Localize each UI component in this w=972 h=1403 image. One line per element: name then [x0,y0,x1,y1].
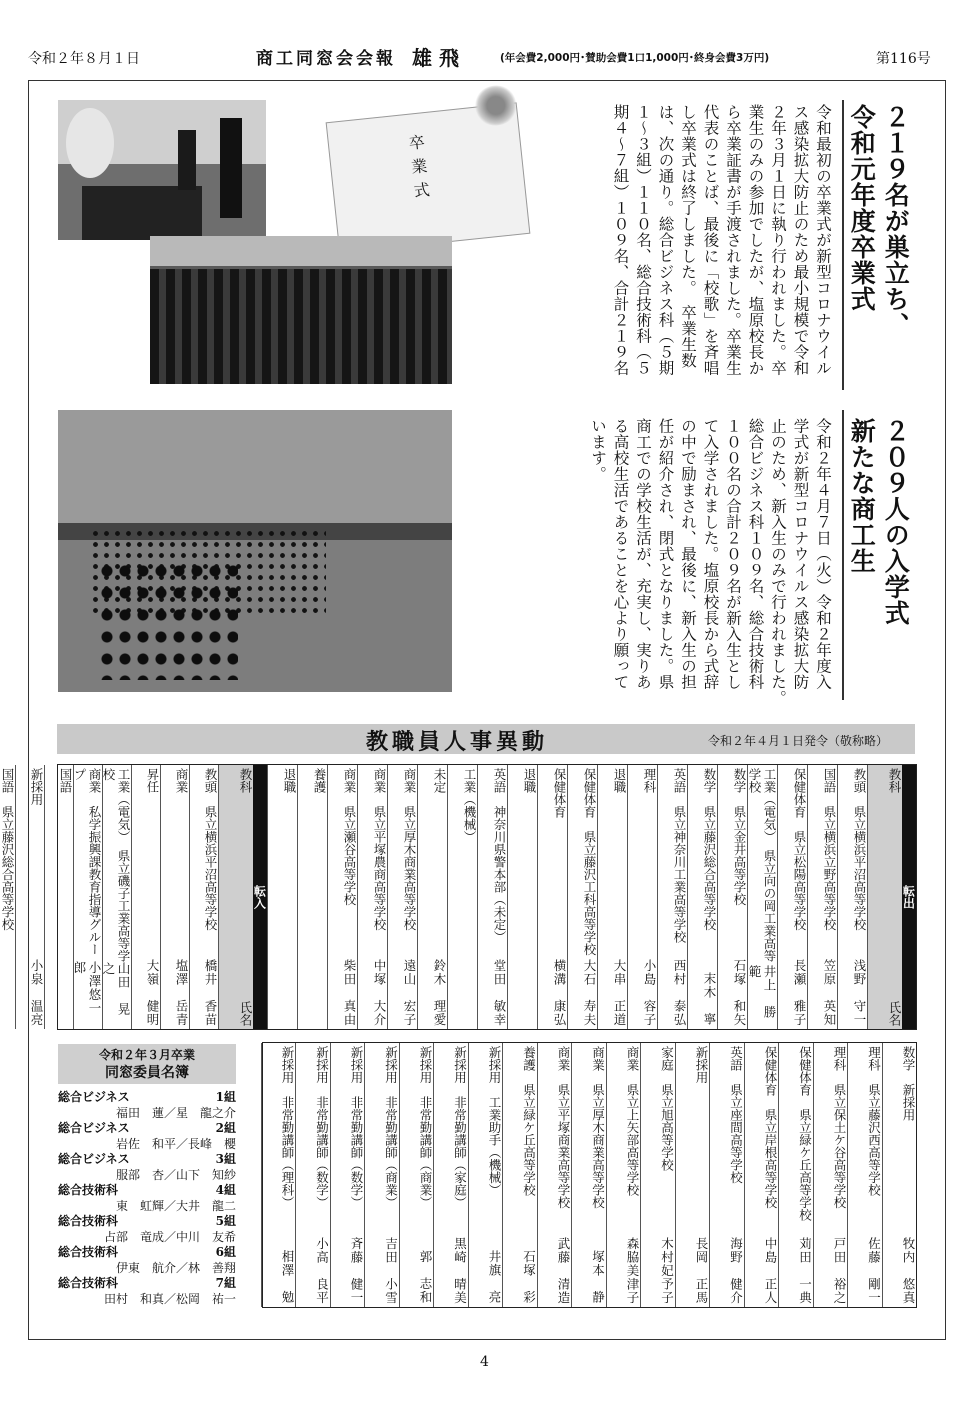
row-subject-dest: 商業 県立厚木商業高等学校 [402,768,417,931]
row-name: 大嶺 健明 [145,958,160,1026]
row-subject-dest: 新採用 [694,1046,709,1084]
row-subject-dest: 新採用 工業助手（機械） [487,1046,502,1196]
row-name: 橋井 香苗 [203,958,218,1026]
roster-class [58,1214,236,1230]
row-name: 井上 勝範 [747,965,777,1020]
roster-names: 岩佐 和平／長峰 櫻 [115,1136,236,1151]
table-row [131,765,160,1029]
row-subject-dest: 保健体育 県立岸根高等学校 [763,1046,778,1209]
table-row [597,765,627,1029]
row-name: 末木 寧 [702,972,717,1026]
row-subject-dest: 工業（機械） [462,768,477,843]
row-subject-dest: 商業 私学振興課教育指導グループ [72,768,102,956]
table-row [807,765,837,1029]
table-row [709,1043,744,1307]
row-subject-dest: 商業 県立平塚商業高等学校 [556,1046,571,1209]
diploma-label: 卒業式 [405,133,432,207]
row-subject-dest: 商業 県立厚木商業高等学校 [590,1046,606,1209]
table-row [44,765,73,1029]
table-row [606,1043,641,1307]
row-name: 牧内 悠真 [901,1236,916,1304]
transfer-in-label: 転入 [253,765,267,1029]
table-row [364,1043,399,1307]
article1-title-rule [842,100,844,390]
roster-list [58,1090,236,1307]
row-subject-dest: 新採用 非常勤講師（数学） [349,1046,364,1209]
roster-title-line1: 令和２年３月卒業 [98,1048,195,1062]
transfer-out-label: 転出 [902,765,916,1029]
row-subject-dest: 保健体育 県立松陽高等学校 [792,768,807,931]
table-row [537,765,567,1029]
row-subject-dest: 英語 県立座間高等学校 [728,1046,744,1184]
row-subject-dest: 国語 県立藤沢総合高等学校 [0,768,15,931]
transfer-out-rows [267,765,867,1029]
row-subject-dest: 退職 [612,768,627,793]
row-name: 郭 志和 [418,1250,433,1304]
row-subject-dest: 新採用 非常勤講師（商業） [418,1046,433,1209]
row-subject-dest: 養護 [312,768,327,793]
table-row [675,1043,710,1307]
roster-names: 占部 竜成／中川 友希 [103,1229,236,1244]
roster-class [58,1276,236,1292]
row-name: 浅野 守一 [852,958,867,1026]
roster-course: 総合ビジネス [58,1152,130,1166]
table-row [717,765,747,1029]
row-name: 小澤悠一郎 [72,960,102,1015]
table-row [387,765,417,1029]
row-subject-dest: 昇任 [145,768,160,793]
table-row [507,765,537,1029]
fee-info: (年会費2,000円･賛助会費1口1,000円･終身会費3万円) [500,52,770,64]
roster-title-line2: 同窓委員名簿 [105,1065,189,1081]
table-row [571,1043,606,1307]
table-row [837,765,867,1029]
table-row [433,1043,468,1307]
roster-course: 総合ビジネス [58,1090,130,1104]
row-subject-dest: 理科 県立藤沢西高等学校 [866,1046,882,1196]
new-hire-rows [261,1043,917,1307]
row-subject-dest: 国語 [58,768,73,793]
row-subject-dest: 未定 [432,768,447,793]
roster-names: 東 虹輝／大井 龍二 [115,1198,236,1213]
row-name: 斉藤 健一 [349,1236,364,1304]
table-row [102,765,131,1029]
row-name: 山田 晃之 [101,962,131,1017]
table-row [267,765,297,1029]
diploma-photo [326,102,531,253]
table-row [330,1043,365,1307]
table-row [327,765,357,1029]
roster-class [58,1090,236,1106]
row-subject-dest: 家庭 県立旭高等学校 [659,1046,675,1171]
roster-course: 総合技術科 [58,1183,119,1197]
paper-name: 商工同窓会会報 [256,49,396,69]
row-name: 中塚 大介 [372,958,387,1026]
row-name: 小高 良平 [314,1236,330,1304]
row-name: 武藤 清造 [556,1236,571,1304]
row-subject-dest: 教頭 県立横浜平沼高等学校 [852,768,867,931]
roster-course: 総合技術科 [58,1245,119,1259]
article2-title-line1: ２０９人の入学式 [881,418,911,626]
row-subject-dest: 商業 [174,768,189,793]
roster-names: 福田 蓮／星 龍之介 [115,1105,236,1120]
personnel-title: 教職員人事異動 [366,729,549,755]
table-row [73,765,102,1029]
row-name: 塚本 静 [590,1250,606,1304]
personnel-note: 令和２年４月１日発令（敬称略） [708,734,889,748]
row-name: 木村妃予子 [659,1236,675,1304]
row-subject-dest: 英語 県立神奈川工業高等学校 [672,768,687,943]
article2-title-rule [842,410,844,700]
table-row [777,765,807,1029]
row-subject-dest: 数学 県立金井高等学校 [732,768,747,906]
table-row [417,765,447,1029]
row-name: 小島 容子 [642,958,657,1026]
roster-class-number: 4組 [215,1183,236,1197]
row-name: 石塚 彩 [521,1250,537,1304]
row-subject-dest: 保健体育 県立藤沢工科高等学校 [582,768,597,956]
roster-names: 服部 杏／山下 知紗 [115,1167,236,1182]
row-name: 井旗 亮 [487,1250,502,1304]
page-number: 4 [480,1354,489,1370]
row-subject-dest: 新採用 [29,768,44,806]
row-name: 石塚 和矢 [732,958,747,1026]
table-row [747,765,777,1029]
row-subject-dest: 数学 新採用 [901,1046,916,1121]
roster-course: 総合技術科 [58,1276,119,1290]
transfer-in-rows [0,765,218,1029]
new-hire-table [262,1042,917,1308]
row-subject-dest: 退職 [522,768,537,793]
row-name: 笠原 英知 [822,958,837,1026]
table-row [189,765,218,1029]
row-name: 相澤 勉 [280,1250,295,1304]
roster-class [58,1183,236,1199]
row-name: 長岡 正馬 [694,1236,709,1304]
roster-class [58,1121,236,1137]
row-subject-dest: 保健体育 県立緑ケ丘高等学校 [797,1046,813,1221]
table-row [399,1043,434,1307]
table-row [15,765,44,1029]
row-subject-dest: 工業（電気） 県立向の岡工業高等学校 [747,768,777,962]
row-subject-dest: 工業（電気） 県立磯子工業高等学校 [101,768,131,962]
table-row [357,765,387,1029]
row-subject-dest: 理科 [642,768,657,793]
row-name: 大串 正道 [612,958,627,1026]
article1-body: 令和最初の卒業式が新型コロナウイルス感染拡大防止のため最小規模で令和２年３月１日に執り行われました。卒業生のみの参加でしたが、塩原校長から卒業証書が手渡されました。卒業生代表のことば、最後に「校歌」を斉唱し卒業式は終了しました。 卒業生数は、次の通り。総合ビジネス科（５期１～３組）１１０名、総合技術科（５期４～７組）１０９名、合計２１９名 [611,104,832,376]
row-name: 小泉 温亮 [29,958,44,1026]
row-subject-dest: 新採用 非常勤講師（商業） [383,1046,399,1209]
row-name: 大石 寿夫 [582,958,597,1026]
roster-course: 総合ビジネス [58,1121,130,1135]
row-name: 遠山 宏子 [402,958,417,1026]
table-row [640,1043,675,1307]
table-row [447,765,477,1029]
row-subject-dest: 理科 県立保土ケ谷高等学校 [832,1046,847,1209]
roster-class [58,1245,236,1261]
transfer-table [0,764,917,1030]
table-row [882,1043,917,1307]
table-row [261,1043,296,1307]
table-row [477,765,507,1029]
table-row [627,765,657,1029]
table-row [657,765,687,1029]
row-name: 西村 泰弘 [672,958,687,1026]
row-subject-dest: 英語 神奈川県警本部（未定） [492,768,507,943]
article2-body: 令和２年４月７日（火）令和２年度入学式が新型コロナウイルス感染拡大防止のため、新入生のみで行われました。 総合ビジネス科１０９名、総合技術科１００名の合計２０９名が新入生として入学されました。塩原校長から式辞の中で励まされ、最後に、新入生の担任が紹介され、閉式となりました。県商工での学校生活が、充実し、実りある高校生活であることを心より願っています。 [589,418,832,715]
table-row [468,1043,503,1307]
table-row [567,765,597,1029]
row-name: 苅田 一典 [797,1236,813,1304]
row-name: 黒崎 晴美 [452,1236,468,1304]
row-subject-dest: 新採用 非常勤講師（家庭） [452,1046,468,1209]
roster-class-number: 3組 [215,1152,236,1166]
row-subject-dest: 教頭 県立横浜平沼高等学校 [203,768,218,931]
ceremony-stage-photo [58,100,266,240]
row-subject-dest: 養護 県立緑ケ丘高等学校 [521,1046,537,1196]
row-name: 柴田 真由 [342,958,357,1026]
paper-title: 雄 飛 [412,46,459,70]
roster-class-number: 2組 [215,1121,236,1135]
in-header-name: 氏名 [238,1001,253,1026]
table-row [0,765,15,1029]
out-header-subject: 教科 [887,768,902,793]
graduates-seated-photo [150,236,452,384]
row-name: 堂田 敏幸 [492,958,507,1026]
article2-title-line2: 新たな商工生 [847,418,877,574]
roster-class-number: 5組 [215,1214,236,1228]
row-name: 塩澤 岳青 [174,958,189,1026]
issue-number: 第116号 [876,51,931,67]
table-row [778,1043,813,1307]
in-header [218,765,253,1029]
table-row [813,1043,848,1307]
issue-date: 令和２年８月１日 [28,51,140,67]
article1-title-line2: 令和元年度卒業式 [847,104,877,312]
roster-names: 伊東 航介／林 善翔 [115,1260,236,1275]
row-name: 横溝 康弘 [552,958,567,1026]
row-name: 長瀬 雅子 [792,958,807,1026]
row-subject-dest: 新採用 非常勤講師（理科） [280,1046,295,1209]
row-subject-dest: 数学 県立藤沢総合高等学校 [702,768,717,931]
row-name: 佐藤 剛一 [866,1236,882,1304]
table-row [297,765,327,1029]
roster-names: 田村 和真／松岡 祐一 [103,1291,236,1306]
roster-class-number: 7組 [215,1276,236,1290]
in-header-subject: 教科 [238,768,253,793]
row-subject-dest: 新採用 非常勤講師（数学） [314,1046,330,1209]
row-subject-dest: 商業 県立平塚農商高等学校 [372,768,387,931]
table-row [744,1043,779,1307]
row-subject-dest: 国語 県立横浜立野高等学校 [822,768,837,931]
entrance-ceremony-photo [58,410,452,692]
roster-class [58,1152,236,1168]
table-row [537,1043,572,1307]
table-row [687,765,717,1029]
row-name: 鈴木 理愛 [432,958,447,1026]
row-name: 海野 健介 [728,1236,744,1304]
roster-class-number: 6組 [215,1245,236,1259]
row-subject-dest: 商業 県立上矢部高等学校 [625,1046,640,1196]
row-name: 中島 正人 [763,1236,778,1304]
row-subject-dest: 退職 [282,768,297,793]
table-row [295,1043,330,1307]
row-subject-dest: 商業 県立瀬谷高等学校 [342,768,357,906]
article1-title-line1: ２１９名が巣立ち、 [881,104,911,338]
table-row [847,1043,882,1307]
row-name: 吉田 小雪 [383,1236,399,1304]
out-header [867,765,902,1029]
table-row [160,765,189,1029]
roster-class-number: 1組 [215,1090,236,1104]
row-subject-dest: 保健体育 [552,768,567,818]
row-name: 森脇美津子 [625,1236,640,1304]
roster-course: 総合技術科 [58,1214,119,1228]
out-header-name: 氏名 [887,1001,902,1026]
row-name: 戸田 裕之 [832,1236,847,1304]
table-row [502,1043,537,1307]
